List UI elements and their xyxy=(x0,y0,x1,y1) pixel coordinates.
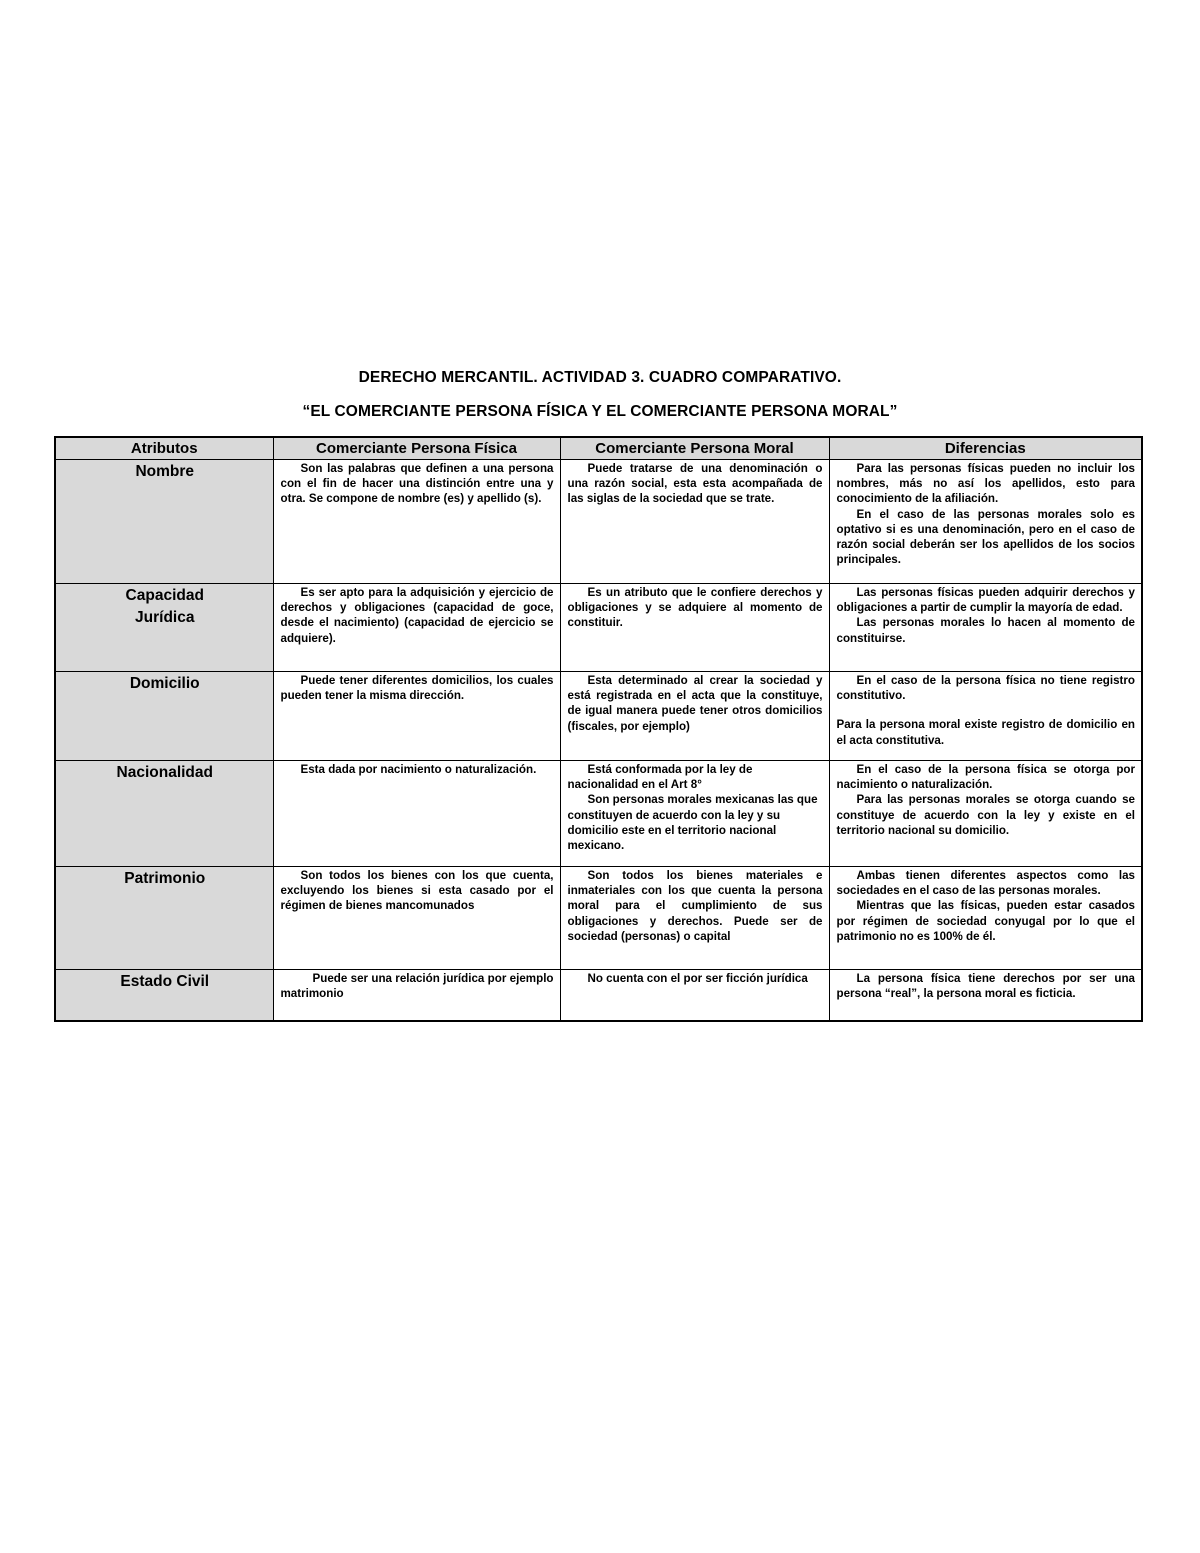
table-row xyxy=(55,970,1142,1022)
cell-text: Está conformada por la ley de nacionalidad en el Art 8° xyxy=(567,763,753,792)
attribute-cell: Domicilio xyxy=(55,672,273,761)
cell-text: Esta determinado al crear la sociedad y está registrada en el acta que la constituye, de igual manera puede tener otros domicilios (fiscales, por ejemplo) xyxy=(567,674,823,733)
cell-text: Puede tratarse de una denominación o una razón social, esta esta acompañada de las siglas de la sociedad que se trate. xyxy=(567,462,823,506)
document-title: DERECHO MERCANTIL. ACTIVIDAD 3. CUADRO COMPARATIVO. xyxy=(358,369,842,386)
cell-text: Son personas morales mexicanas las que constituyen de acuerdo con la ley y su domicilio este en el territorio nacional mexicano. xyxy=(567,793,818,853)
cell-text: Para las personas morales se otorga cuando se constituye de acuerdo con la ley y existe en el territorio nacional su domicilio. xyxy=(836,793,1135,837)
fisica-cell xyxy=(273,867,560,970)
cell-text: Las personas morales lo hacen al momento de constituirse. xyxy=(836,616,1135,645)
fisica-cell xyxy=(273,584,560,672)
moral-cell xyxy=(560,970,829,1022)
comparison-table xyxy=(54,436,1143,1022)
cell-text: En el caso de la persona física se otorga por nacimiento o naturalización. xyxy=(836,763,1135,792)
table-row xyxy=(55,867,1142,970)
cell-text: Para las personas físicas pueden no incluir los nombres, más no así los apellidos, esto para conocimiento de la afiliación. xyxy=(836,462,1135,506)
attribute-label: Capacidad Jurídica xyxy=(125,587,204,626)
cell-text: Son todos los bienes materiales e inmateriales con los que cuenta la persona moral para el cumplimiento de sus obligaciones y derechos. Puede ser de sociedad (personas) o capital xyxy=(567,869,823,943)
moral-cell xyxy=(560,672,829,761)
cell-text: En el caso de las personas morales solo es optativo si es una denominación, pero en el caso de razón social deberán ser los apellidos de los socios principales. xyxy=(836,507,1135,567)
diferencias-cell xyxy=(829,584,1142,672)
attribute-cell: Nacionalidad xyxy=(55,761,273,867)
fisica-cell xyxy=(273,970,560,1022)
diferencias-cell xyxy=(829,867,1142,970)
cell-text: Mientras que las físicas, pueden estar casados por régimen de sociedad conyugal por lo que el patrimonio no es 100% de él. xyxy=(836,899,1135,943)
header-diferencias: Diferencias xyxy=(829,437,1142,460)
header-persona-fisica: Comerciante Persona Física xyxy=(273,437,560,460)
moral-cell xyxy=(560,867,829,970)
cell-text: Son todos los bienes con los que cuenta, excluyendo los bienes si esta casado por el régimen de bienes mancomunados xyxy=(280,869,554,913)
cell-text: Puede ser una relación jurídica por ejemplo matrimonio xyxy=(280,972,554,1001)
fisica-cell xyxy=(273,672,560,761)
table-row xyxy=(55,761,1142,867)
table-row xyxy=(55,460,1142,584)
attribute-cell xyxy=(55,584,273,672)
diferencias-cell xyxy=(829,761,1142,867)
cell-text: Esta dada por nacimiento o naturalización. xyxy=(300,763,537,776)
cell-text: No cuenta con el por ser ficción jurídica xyxy=(587,972,808,985)
diferencias-cell xyxy=(829,672,1142,761)
cell-text: Ambas tienen diferentes aspectos como las sociedades en el caso de las personas morales. xyxy=(836,869,1135,898)
attribute-cell: Patrimonio xyxy=(55,867,273,970)
diferencias-cell xyxy=(829,970,1142,1022)
header-persona-moral: Comerciante Persona Moral xyxy=(560,437,829,460)
cell-text: En el caso de la persona física no tiene registro constitutivo. xyxy=(836,674,1135,703)
table-header-row xyxy=(55,437,1142,460)
header-atributos: Atributos xyxy=(55,437,273,460)
moral-cell xyxy=(560,584,829,672)
attribute-cell: Nombre xyxy=(55,460,273,584)
moral-cell xyxy=(560,761,829,867)
table-row xyxy=(55,672,1142,761)
fisica-cell xyxy=(273,761,560,867)
cell-text: Es ser apto para la adquisición y ejercicio de derechos y obligaciones (capacidad de goce, desde el nacimiento) (capacidad de ejercicio se adquiere). xyxy=(280,586,554,645)
cell-text: La persona física tiene derechos por ser una persona “real”, la persona moral es ficticia. xyxy=(836,972,1135,1001)
cell-text: Puede tener diferentes domicilios, los cuales pueden tener la misma dirección. xyxy=(280,674,554,703)
document-subtitle: “EL COMERCIANTE PERSONA FÍSICA Y EL COMERCIANTE PERSONA MORAL” xyxy=(302,403,898,420)
cell-text: Para la persona moral existe registro de domicilio en el acta constitutiva. xyxy=(836,718,1135,747)
attribute-cell: Estado Civil xyxy=(55,970,273,1022)
moral-cell xyxy=(560,460,829,584)
cell-text: Es un atributo que le confiere derechos y obligaciones y se adquiere al momento de constituir. xyxy=(567,586,823,630)
diferencias-cell xyxy=(829,460,1142,584)
cell-text: Las personas físicas pueden adquirir derechos y obligaciones a partir de cumplir la mayoría de edad. xyxy=(836,586,1135,615)
cell-text: Son las palabras que definen a una persona con el fin de hacer una distinción entre una y otra. Se compone de nombre (es) y apellido (s). xyxy=(280,462,554,506)
fisica-cell xyxy=(273,460,560,584)
table-row xyxy=(55,584,1142,672)
